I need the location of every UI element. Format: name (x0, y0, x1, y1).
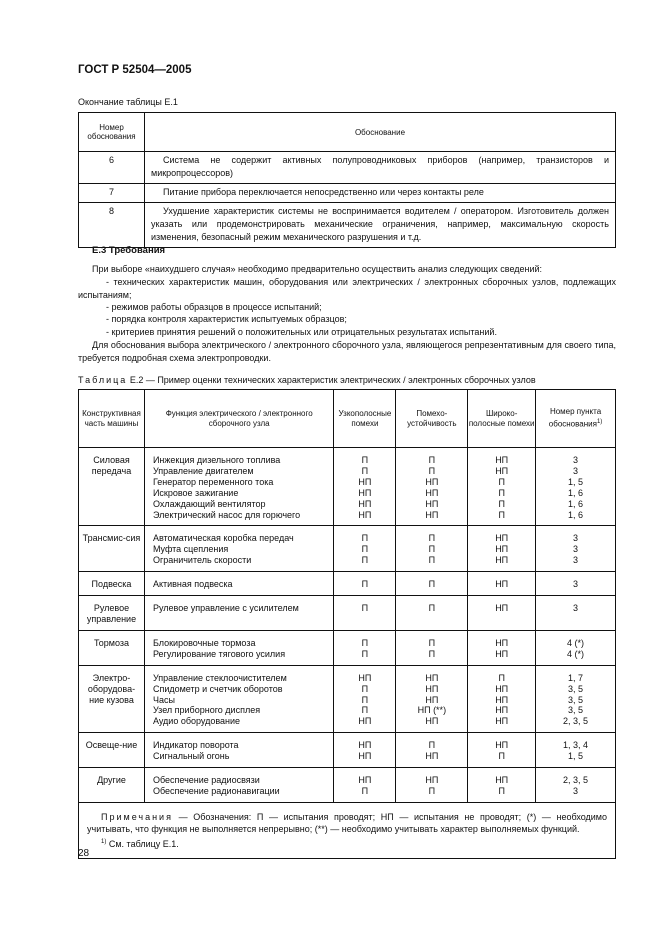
row-number: 8 (79, 203, 145, 248)
function-value: Охлаждающий вентилятор (152, 498, 266, 509)
narrowband-value: П (361, 637, 369, 648)
function-value: Электрический насос для горючего (152, 509, 301, 520)
footnote-text: См. таблицу Е.1. (108, 838, 179, 849)
immunity-value: НП (425, 694, 439, 705)
broadband-value: НП (495, 740, 509, 751)
table-row (79, 448, 616, 526)
row-number: 7 (79, 184, 145, 203)
immunity-cell (396, 630, 468, 665)
immunity-value: НП (425, 498, 439, 509)
function-cell (144, 526, 333, 572)
immunity-value: НП (425, 716, 439, 727)
immunity-cell (396, 526, 468, 572)
narrowband-value: НП (358, 716, 372, 727)
immunity-cell (396, 572, 468, 596)
broadband-cell (468, 526, 536, 572)
list-item: - технических характеристик машин, оборудования или электрических / электронных сборочных узлов, подлежащих испытаниям; (78, 277, 616, 300)
table-row (79, 768, 616, 803)
reference-value: 3 (573, 533, 579, 544)
broadband-value: НП (495, 555, 509, 566)
narrowband-value: НП (358, 751, 372, 762)
immunity-value: НП (425, 487, 439, 498)
table-row (79, 203, 616, 248)
narrowband-value: НП (358, 498, 372, 509)
immunity-value: П (428, 785, 436, 796)
function-value: Рулевое управление с усилителем (152, 603, 299, 614)
broadband-value: П (498, 751, 505, 762)
reference-value: 1, 7 (568, 672, 584, 683)
function-value: Индикатор поворота (152, 740, 239, 751)
reference-value: 3, 5 (568, 705, 584, 716)
reference-value: 3 (573, 579, 579, 590)
function-value: Часы (152, 694, 175, 705)
immunity-value: НП (425, 476, 439, 487)
narrowband-value: НП (358, 740, 372, 751)
table1-col-number: Номер обоснования (79, 113, 145, 152)
immunity-value: НП (**) (417, 705, 447, 716)
function-cell (144, 596, 333, 631)
function-value: Автоматическая коробка передач (152, 533, 294, 544)
function-value: Генератор переменного тока (152, 476, 274, 487)
function-cell (144, 665, 333, 733)
note-text: — Обозначения: П — испытания проводят; НП — испытания не проводят; (*) — необходимо учитывать, что функция не выполняется непрерывно; (**) — необходимо учитывать характер выполняемых функций. (87, 811, 607, 835)
function-value: Регулирование тягового усилия (152, 648, 286, 659)
machine-part: Тормоза (79, 630, 145, 665)
broadband-cell (468, 596, 536, 631)
broadband-value: НП (495, 648, 509, 659)
narrowband-value: П (361, 465, 369, 476)
broadband-value: НП (495, 705, 509, 716)
table2-notes (79, 802, 616, 859)
row-text: Питание прибора переключается непосредственно или через контакты реле (145, 184, 616, 203)
broadband-cell (468, 630, 536, 665)
narrowband-value: П (361, 785, 369, 796)
table-row (79, 152, 616, 184)
row-text: Ухудшение характеристик системы не воспринимается водителем / оператором. Изготовитель должен указать или продемонстрировать механические ограничения, например, максимальную скорость изменения, безопасный режим механического разрушения и т.д. (145, 203, 616, 248)
function-value: Искровое зажигание (152, 487, 239, 498)
justification-table (78, 112, 616, 248)
function-value: Обеспечение радионавигации (152, 785, 280, 796)
broadband-value: НП (495, 603, 509, 614)
col-reference-sup: 1) (596, 419, 603, 426)
function-cell (144, 448, 333, 526)
table-row (79, 733, 616, 768)
narrowband-value: П (361, 555, 369, 566)
reference-cell (536, 526, 616, 572)
broadband-value: НП (495, 579, 509, 590)
function-value: Ограничитель скорости (152, 555, 252, 566)
page-number: 28 (78, 848, 90, 859)
immunity-value: П (428, 533, 436, 544)
broadband-value: НП (495, 694, 509, 705)
narrowband-cell (334, 526, 396, 572)
narrowband-value: НП (358, 487, 372, 498)
reference-value: 3 (573, 544, 579, 555)
broadband-cell (468, 665, 536, 733)
immunity-value: НП (425, 751, 439, 762)
reference-cell (536, 665, 616, 733)
table-row (79, 184, 616, 203)
function-cell (144, 630, 333, 665)
table-row (79, 630, 616, 665)
narrowband-value: П (361, 683, 369, 694)
reference-value: 4 (*) (567, 637, 585, 648)
narrowband-cell (334, 665, 396, 733)
col-part: Конструктивная часть машины (79, 390, 145, 448)
table-row (79, 596, 616, 631)
broadband-value: НП (495, 683, 509, 694)
function-cell (144, 768, 333, 803)
table2-notes-row (79, 802, 616, 859)
list-item: - критериев принятия решений о положительных или отрицательных результатах испытаний. (106, 327, 497, 337)
immunity-cell (396, 733, 468, 768)
broadband-cell (468, 768, 536, 803)
immunity-value: П (428, 648, 436, 659)
document-header: ГОСТ Р 52504—2005 (78, 64, 192, 76)
machine-part: Электро-оборудова-ние кузова (79, 665, 145, 733)
immunity-value: П (428, 555, 436, 566)
narrowband-cell (334, 596, 396, 631)
machine-part: Освеще-ние (79, 733, 145, 768)
table1-header-row (79, 113, 616, 152)
broadband-cell (468, 733, 536, 768)
function-value: Узел приборного дисплея (152, 705, 261, 716)
broadband-value: П (498, 785, 505, 796)
immunity-cell (396, 768, 468, 803)
narrowband-value: НП (358, 775, 372, 786)
col-broadband: Широко-полосные помехи (468, 390, 536, 448)
list-item: - порядка контроля характеристик испытуемых образцов; (106, 314, 347, 324)
reference-cell (536, 768, 616, 803)
section-intro: При выборе «наихудшего случая» необходимо предварительно осуществить анализ следующих сведений: (92, 264, 543, 274)
broadband-value: П (498, 476, 505, 487)
reference-value: 1, 6 (568, 498, 584, 509)
narrowband-value: П (361, 533, 369, 544)
broadband-value: НП (495, 716, 509, 727)
function-value: Блокировочные тормоза (152, 637, 256, 648)
section-closing: Для обоснования выбора электрического / электронного сборочного узла, являющегося репрезентативным для своего типа, требуется подробная схема электропроводки. (78, 340, 616, 363)
list-item: - режимов работы образцов в процессе испытаний; (106, 302, 322, 312)
narrowband-value: НП (358, 476, 372, 487)
reference-value: 2, 3, 5 (563, 716, 589, 727)
immunity-value: П (428, 603, 436, 614)
narrowband-cell (334, 630, 396, 665)
immunity-value: НП (425, 683, 439, 694)
narrowband-value: П (361, 603, 369, 614)
machine-part: Подвеска (79, 572, 145, 596)
immunity-value: П (428, 465, 436, 476)
immunity-cell (396, 665, 468, 733)
table2-caption-prefix: Таблица (78, 375, 128, 385)
col-reference (536, 390, 616, 448)
note-label: Примечания (101, 811, 173, 822)
table-row (79, 665, 616, 733)
narrowband-value: П (361, 705, 369, 716)
reference-cell (536, 448, 616, 526)
reference-value: 3 (573, 603, 579, 614)
reference-value: 1, 5 (568, 476, 584, 487)
reference-value: 3 (573, 455, 579, 465)
function-value: Инжекция дизельного топлива (152, 455, 281, 465)
table2-caption-text: Е.2 — Пример оценки технических характеристик электрических / электронных сборочных узлов (129, 375, 536, 385)
narrowband-cell (334, 572, 396, 596)
narrowband-value: НП (358, 672, 372, 683)
table2-caption (78, 375, 536, 385)
narrowband-value: П (361, 648, 369, 659)
table-row (79, 572, 616, 596)
evaluation-table (78, 389, 616, 859)
machine-part: Другие (79, 768, 145, 803)
reference-cell (536, 596, 616, 631)
reference-cell (536, 733, 616, 768)
table1-col-justification: Обоснование (145, 113, 616, 152)
function-value: Обеспечение радиосвязи (152, 775, 260, 786)
function-cell (144, 733, 333, 768)
section-title: Е.3 Требования (92, 245, 166, 256)
footnote-sup: 1) (101, 838, 107, 845)
immunity-value: НП (425, 672, 439, 683)
narrowband-cell (334, 448, 396, 526)
immunity-value: НП (425, 509, 439, 520)
function-value: Сигнальный огонь (152, 751, 230, 762)
function-value: Спидометр и счетчик оборотов (152, 683, 283, 694)
broadband-value: НП (495, 775, 509, 786)
narrowband-value: П (361, 694, 369, 705)
broadband-value: НП (495, 544, 509, 555)
broadband-value: НП (495, 637, 509, 648)
col-reference-label: Номер пункта обоснования (548, 407, 602, 429)
reference-value: 3, 5 (568, 694, 584, 705)
function-value: Управление стеклоочистителем (152, 672, 287, 683)
reference-value: 1, 6 (568, 509, 584, 520)
col-function: Функция электрического / электронного сборочного узла (144, 390, 333, 448)
narrowband-cell (334, 733, 396, 768)
broadband-value: П (498, 498, 505, 509)
row-text: Система не содержит активных полупроводниковых приборов (например, транзисторов и микропроцессоров) (145, 152, 616, 184)
broadband-cell (468, 448, 536, 526)
table2-body (79, 448, 616, 803)
table1-caption: Окончание таблицы Е.1 (78, 97, 178, 107)
broadband-value: НП (495, 465, 509, 476)
reference-value: 3 (573, 785, 579, 796)
reference-value: 1, 5 (568, 751, 584, 762)
immunity-value: П (428, 579, 436, 590)
reference-value: 3 (573, 555, 579, 566)
broadband-value: НП (495, 455, 509, 465)
immunity-value: П (428, 544, 436, 555)
row-number: 6 (79, 152, 145, 184)
table2-header-row (79, 390, 616, 448)
immunity-value: НП (425, 775, 439, 786)
function-value: Муфта сцепления (152, 544, 229, 555)
machine-part: Рулевое управление (79, 596, 145, 631)
broadband-cell (468, 572, 536, 596)
narrowband-value: П (361, 544, 369, 555)
function-value: Активная подвеска (152, 579, 233, 590)
machine-part: Силовая передача (79, 448, 145, 526)
reference-value: 3, 5 (568, 683, 584, 694)
function-cell (144, 572, 333, 596)
immunity-cell (396, 448, 468, 526)
reference-value: 1, 3, 4 (563, 740, 589, 751)
immunity-cell (396, 596, 468, 631)
narrowband-cell (334, 768, 396, 803)
reference-cell (536, 630, 616, 665)
reference-value: 3 (573, 465, 579, 476)
broadband-value: П (498, 672, 505, 683)
narrowband-value: НП (358, 509, 372, 520)
broadband-value: П (498, 487, 505, 498)
function-value: Управление двигателем (152, 465, 254, 476)
immunity-value: П (428, 637, 436, 648)
function-value: Аудио оборудование (152, 716, 241, 727)
col-immunity: Помехо-устойчивость (396, 390, 468, 448)
narrowband-value: П (361, 579, 369, 590)
reference-value: 2, 3, 5 (563, 775, 589, 786)
reference-value: 4 (*) (567, 648, 585, 659)
table-row (79, 526, 616, 572)
broadband-value: П (498, 509, 505, 520)
machine-part: Трансмис-сия (79, 526, 145, 572)
immunity-value: П (428, 455, 436, 465)
immunity-value: П (428, 740, 436, 751)
col-narrowband: Узкополосные помехи (334, 390, 396, 448)
reference-value: 1, 6 (568, 487, 584, 498)
reference-cell (536, 572, 616, 596)
broadband-value: НП (495, 533, 509, 544)
narrowband-value: П (361, 455, 369, 465)
